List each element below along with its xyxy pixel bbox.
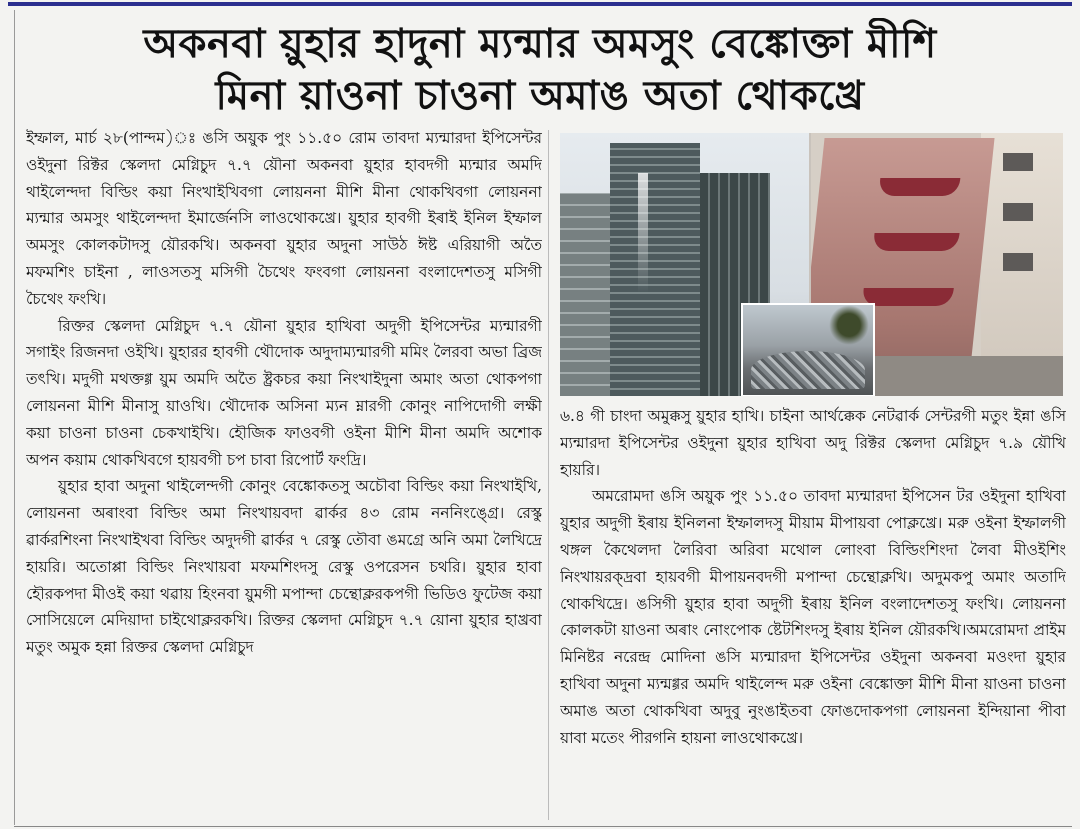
right-column (560, 403, 1066, 823)
paragraph: অমরোমদা ঙসি অয়ুক পুং ১১.৫০ তাবদা ম্যন্মারদা ইপিসেন টর ওইদুনা হাখিবা য়ুহার অদুগী ইৰায় ইনিলনা ইম্ফালদসু মীয়াম মীপায়বা পোক্লখ্রে। মরু ওইনা ইম্ফালগী থঙ্গল কৈথেলদা লৈরিবা অরিবা মথোল লোংবা বিল্ডিংশিংদা লৈবা মীওইশিং নিংখায়রক্দ্রবা হায়বগী মীপায়নবদগী মপান্দা চেন্থোক্লখি। অদুমকপু অমাং অতাদি থোকখিদ্রে। ঙসিগী য়ুহার হাবা অদুগী ইৰায় ইনিল বংলাদেশতসু ফংখি। লোয়ননা কোলকটা য়াওনা অৰাং নোংপোক ষ্টেটশিংদসু ইৰায় ইনিল য়ৌরকখি।অমরোমদা প্রাইম মিনিষ্টর নরেন্দ্র মোদিনা ঙসি ম্যন্মারদা ইপিসেন্টর ওইদুনা অকনবা মওংদা য়ুহার হাখিবা অদুনা ম্যন্মগ্গর অমদি থাইলেন্দ মরু ওইনা বেঙ্কোক্তা মীশি মীনা য়াওনা চাওনা অমাঙ অতা থোকখিবা অদুবু নুংঙাইতবা ফোঙদোকপগা লোয়ননা ইন্দিয়ানা পীবা য়াবা মতেং পীরগনি হায়না লাওথোকখ্রে। (560, 487, 1066, 747)
top-rule (8, 2, 1072, 6)
headline-line-2: মিনা য়াওনা চাওনা অমাঙ অতা থোকখ্রে (215, 72, 865, 119)
bottom-rule (14, 826, 1072, 827)
news-photo (560, 133, 1063, 396)
side-rule (14, 10, 15, 825)
rubble (751, 351, 865, 389)
paragraph: ৬.৪ গী চাংদা অমুক্কসু য়ুহার হাখি। চাইনা আর্থক্কেক নেটৱার্ক সেন্টরগী মতুং ইন্না ঙসি ম্যন্মারদা ইপিসেন্টর ওইদুনা য়ুহার হাখিবা অদু রিক্টর স্কেলদা মেগ্নিচুদ ৭.৯ য়ৌখি হায়রি। (560, 407, 1066, 479)
column-divider (548, 130, 549, 820)
photo-rubble-inset (741, 303, 875, 396)
paragraph: য়ুহার হাবা অদুনা থাইলেন্দগী কোনুং বেঙ্কোকতসু অচৌবা বিল্ডিং কয়া নিংখাইখি, লোয়ননা অৰাংবা বিল্ডিং অমা নিংখায়বদা ৱার্কর ৪৩ রোম নননিংঙ্গ্রে। রেস্কু ৱার্করশিংনা নিংখাইখবা বিল্ডিং অদুদগী ৱার্কর ৭ রেস্কু তৌবা ঙমগ্রে অনি অমা লৈখিদ্রে হায়রি। অতোপ্পা বিল্ডিং নিংখায়বা মফমশিংদসু রেস্কু ওপরেসন চথরি। য়ুহার হাবা হৌরকপদা মীওই কয়া থৱায় হিংনবা য়ুমগী মপান্দা চেন্থোক্লরকপগী ভিডিও ফুটেজ কয়া সোসিয়েলে মেদিয়াদা চাইথোক্লরকখি। রিক্তর স্কেলদা মেগ্নিচুদ ৭.৭ য়োনা য়ুহার হাখ্রবা মতুং অমুক হন্না রিক্তর স্কেলদা মেগ্নিচুদ (26, 477, 542, 657)
skyscraper (610, 143, 700, 396)
paragraph: রিক্তর স্কেলদা মেগ্নিচুদ ৭.৭ য়ৌনা য়ুহার হাখিবা অদুগী ইপিসেন্টর ম্যন্মারগী সগাইং রিজনদা ওইখি। য়ুহারর হাবগী থৌদোক অদুদাম্যন্মারগী মমিং লৈরবা অভা ব্রিজ তৎখি। মদুগী মথক্তগ্গ য়ুম অমদি অতৈ ষ্ট্রকচর কয়া নিংখাইদুনা অমাং অতা থোকপগা লোয়ননা মীশি মীনাসু য়াওখি। থৌদোক অসিনা ম্যন ম্নারগী কোনুং নাপিদোগী লক্ষী কয়া চাওনা চাওনা চেকখাইখি। হৌজিক ফাওবগী ওইনা মীশি মীনা অমদি অশোক অপন কয়াম থোকখিবগে হায়বগী চপ চাবা রিপোর্ট ফংদ্রি। (26, 316, 542, 469)
headline-line-1: অকনবা য়ুহার হাদুনা ম্যন্মার অমসুং বেঙ্কোক্তা মীশি (143, 20, 937, 67)
headline (10, 18, 1070, 122)
left-column (26, 125, 542, 823)
paragraph: ইম্ফাল, মার্চ ২৮(পান্দম)ঃ ঙসি অয়ুক পুং ১১.৫০ রোম তাবদা ম্যন্মারদা ইপিসেন্টর ওইদুনা রিক্টর স্কেলদা মেগ্নিচুদ ৭.৭ য়ৌনা অকনবা য়ুহার হাবদগী ম্যন্মার অমদি থাইলেন্দদা বিল্ডিং কয়া নিংখাইখিবগা লোয়ননা মীশি মীনা থোকখিবগা লোয়ননা ম্যন্মার অমসুং থাইলেন্দদা ইমার্জেনসি লাওথোকখ্রে। য়ুহার হাবগী ইৰাই ইনিল ইম্ফাল অমসুং কোলকটাদসু য়ৌরকখি। অকনবা য়ুহার অদুনা সাউঠ ঈষ্ট এরিয়াগী অতৈ মফমশিং চাইনা , লাওসতসু মসিগী চৈথেং ফংবগা লোয়ননা বংলাদেশতসু মসিগী চৈথেং ফংখি। (26, 129, 542, 308)
